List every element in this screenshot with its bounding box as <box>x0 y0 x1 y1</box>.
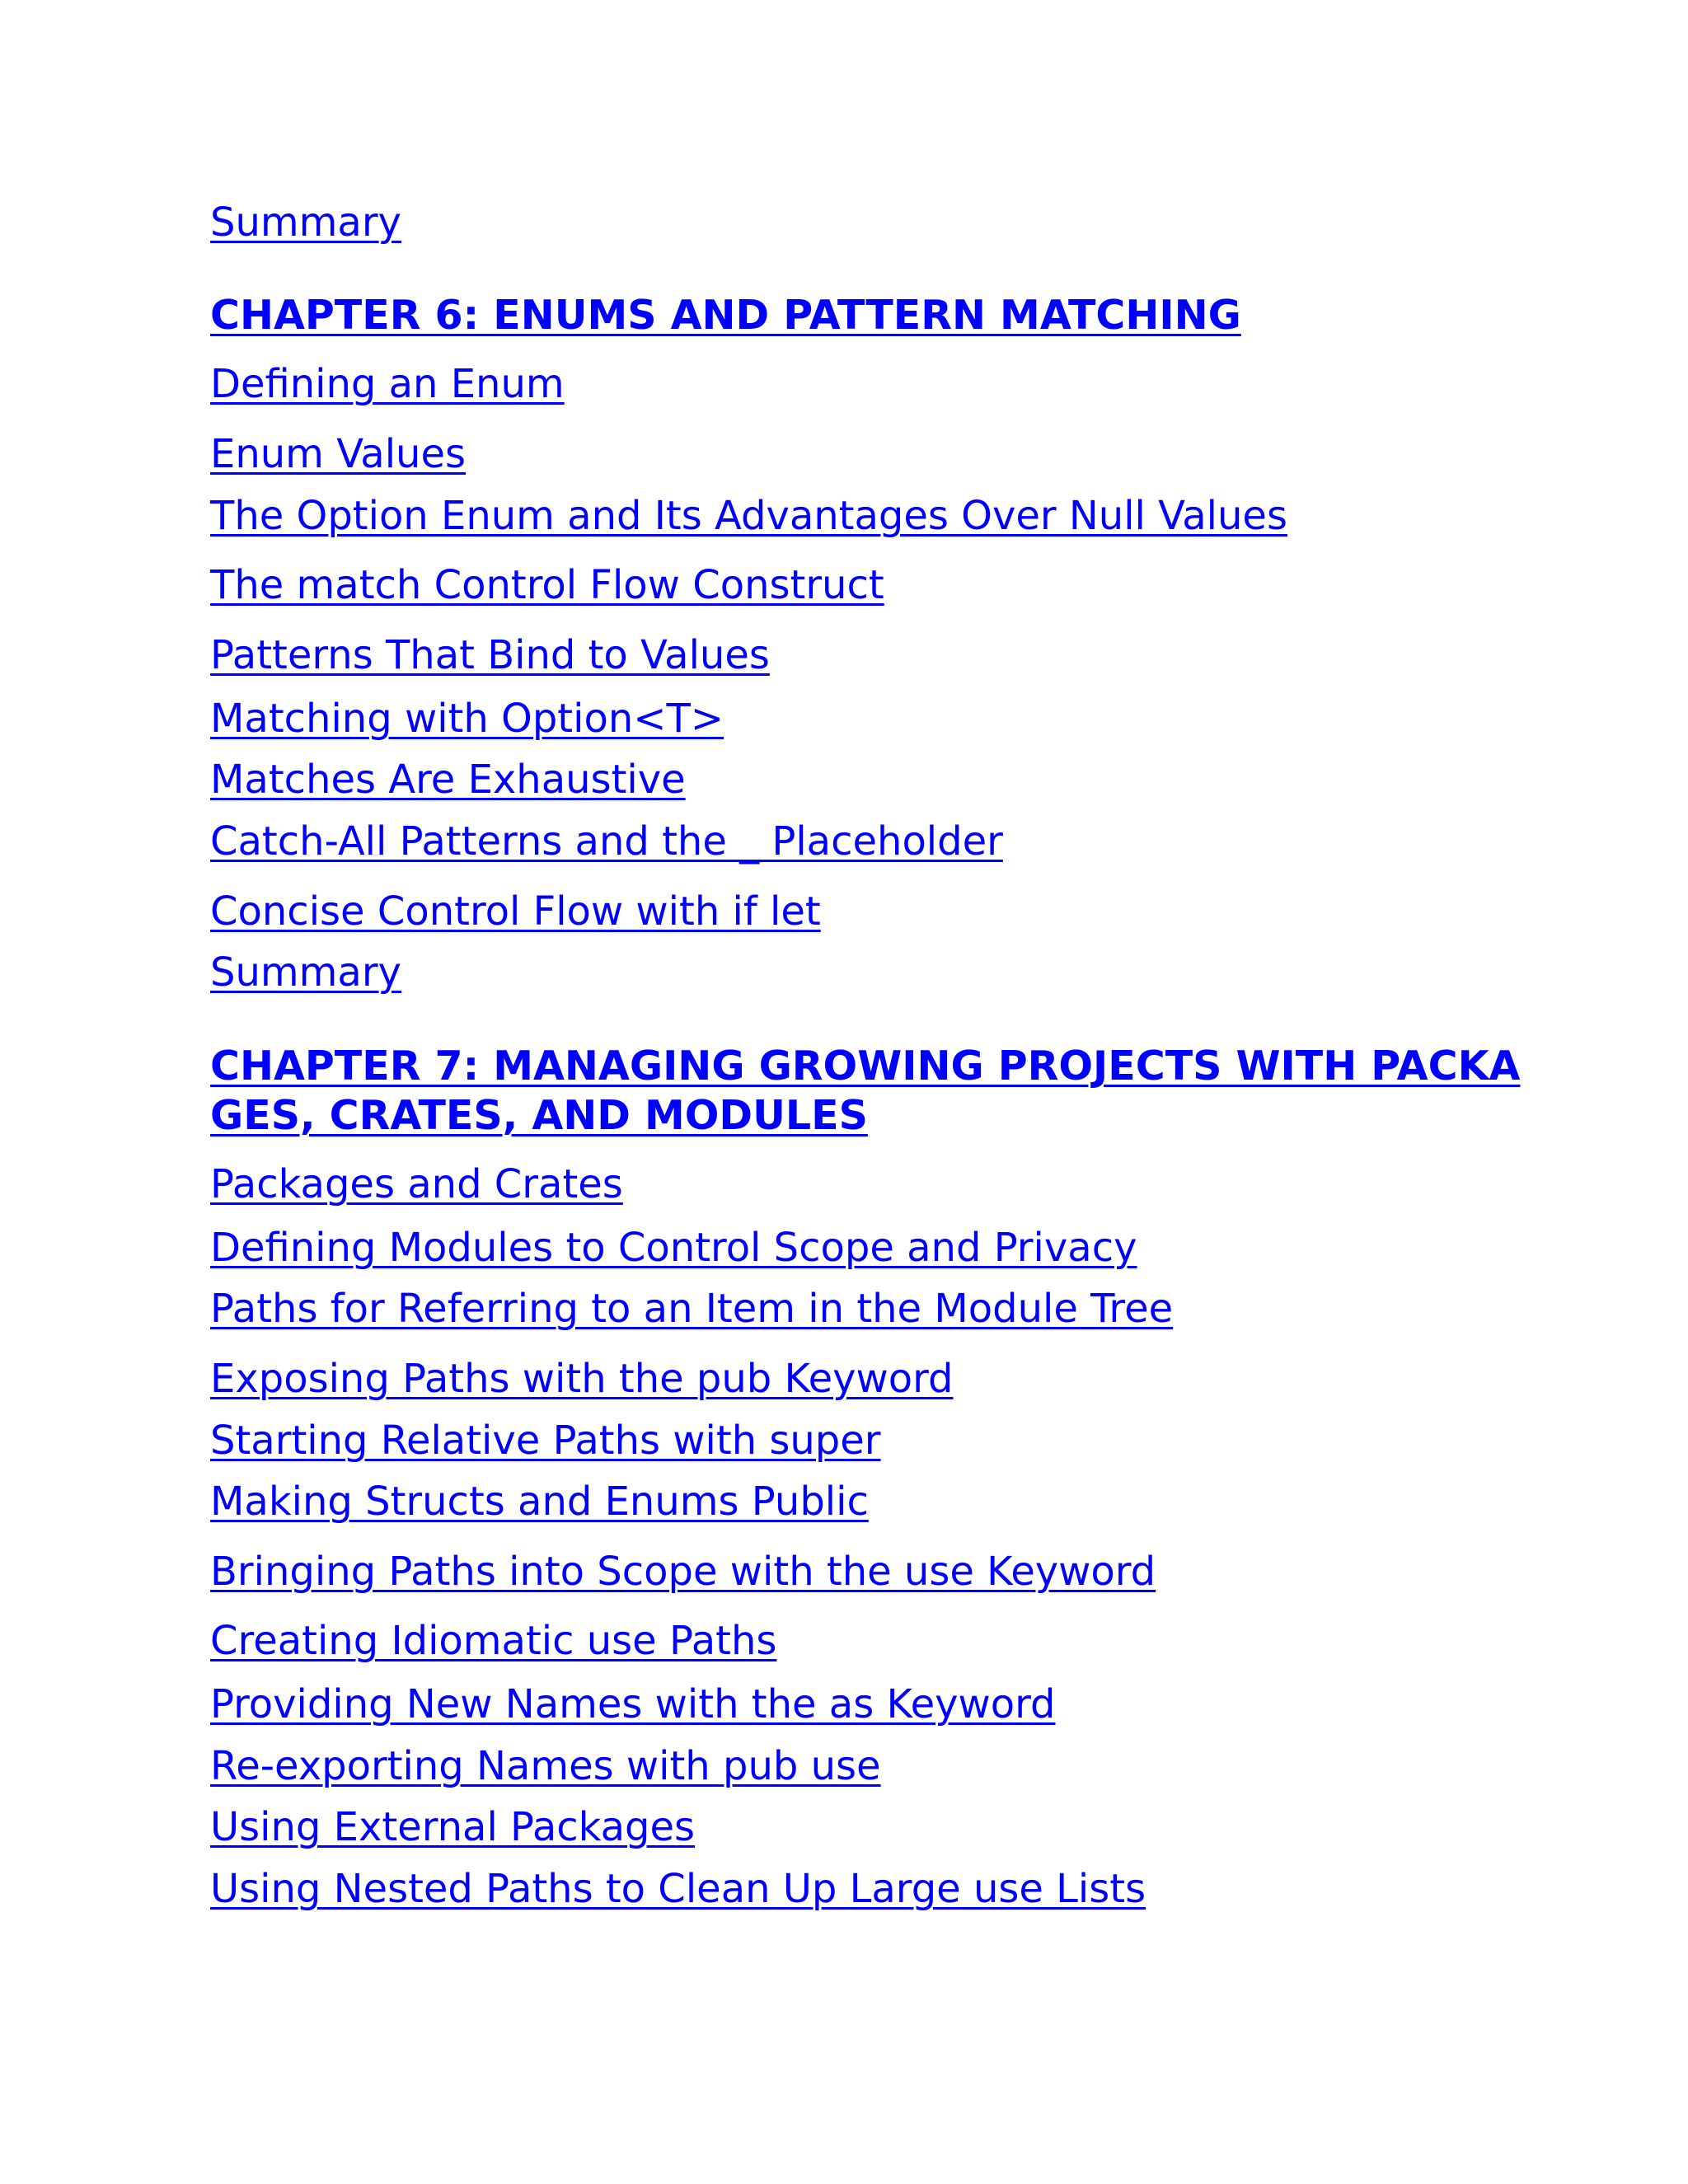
toc-link-summary[interactable]: Summary <box>210 199 401 246</box>
toc-link-as-keyword[interactable]: Providing New Names with the as Keyword <box>210 1681 1056 1727</box>
toc-link-external-packages[interactable]: Using External Packages <box>210 1804 695 1850</box>
toc-link-summary-ch6[interactable]: Summary <box>210 949 401 996</box>
toc-link-if-let[interactable]: Concise Control Flow with if let <box>210 888 821 935</box>
toc-link-paths-module-tree[interactable]: Paths for Referring to an Item in the Module Tree <box>210 1286 1174 1332</box>
toc-link-reexporting-pub-use[interactable]: Re-exporting Names with pub use <box>210 1743 881 1789</box>
toc-link-matches-exhaustive[interactable]: Matches Are Exhaustive <box>210 757 686 803</box>
toc-link-idiomatic-use-paths[interactable]: Creating Idiomatic use Paths <box>210 1618 777 1664</box>
toc-link-defining-modules[interactable]: Defining Modules to Control Scope and Privacy <box>210 1225 1137 1271</box>
toc-chapter-6-heading[interactable]: CHAPTER 6: ENUMS AND PATTERN MATCHING <box>210 292 1241 339</box>
toc-link-match-construct[interactable]: The match Control Flow Construct <box>210 562 884 608</box>
toc-link-patterns-bind-values[interactable]: Patterns That Bind to Values <box>210 632 770 678</box>
toc-chapter-7-heading-line1[interactable]: CHAPTER 7: MANAGING GROWING PROJECTS WITH PACKA <box>210 1043 1521 1090</box>
toc-link-exposing-paths-pub[interactable]: Exposing Paths with the pub Keyword <box>210 1356 954 1402</box>
toc-link-use-keyword[interactable]: Bringing Paths into Scope with the use Keyword <box>210 1549 1156 1595</box>
toc-link-catch-all-patterns[interactable]: Catch-All Patterns and the _ Placeholder <box>210 818 1003 865</box>
toc-link-enum-values[interactable]: Enum Values <box>210 431 467 477</box>
toc-link-defining-an-enum[interactable]: Defining an Enum <box>210 361 565 407</box>
toc-link-structs-enums-public[interactable]: Making Structs and Enums Public <box>210 1479 869 1525</box>
toc-link-option-enum[interactable]: The Option Enum and Its Advantages Over Null Values <box>210 493 1287 539</box>
toc-link-nested-paths[interactable]: Using Nested Paths to Clean Up Large use Lists <box>210 1866 1146 1912</box>
toc-chapter-7-heading-line2[interactable]: GES, CRATES, AND MODULES <box>210 1092 868 1139</box>
toc-link-packages-crates[interactable]: Packages and Crates <box>210 1161 623 1207</box>
toc-link-relative-paths-super[interactable]: Starting Relative Paths with super <box>210 1418 881 1464</box>
toc-link-matching-option[interactable]: Matching with Option<T> <box>210 696 724 742</box>
